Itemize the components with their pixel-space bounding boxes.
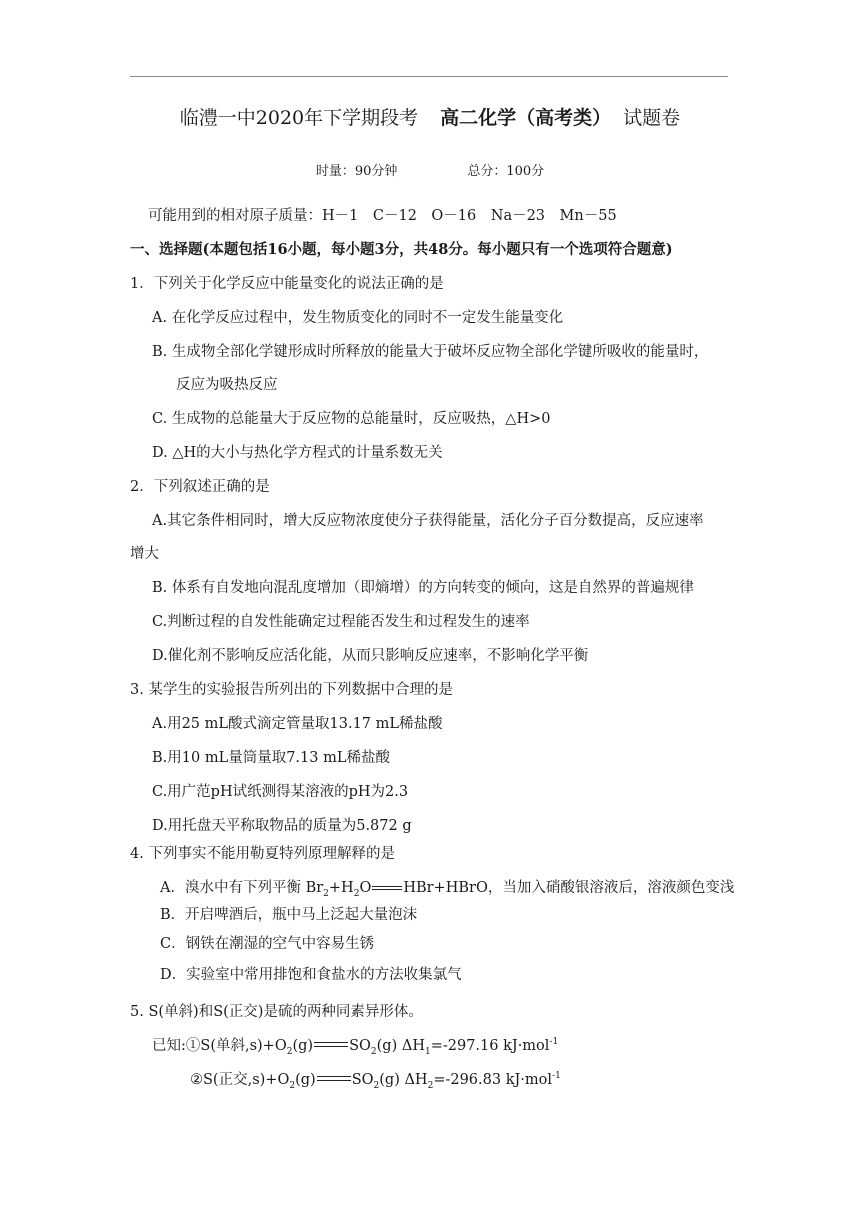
q3-option-d: D.用托盘天平称取物品的质量为5.872 g <box>152 818 412 834</box>
q2-option-a: A.其它条件相同时，增大反应物浓度使分子获得能量，活化分子百分数提高，反应速率 <box>152 513 704 529</box>
title-subject: 高二化学（高考类） <box>440 107 612 129</box>
q3-option-c: C.用广范pH试纸测得某溶液的pH为2.3 <box>152 784 409 800</box>
equilibrium-arrow-icon <box>372 886 402 891</box>
q3-stem: 3. 某学生的实验报告所列出的下列数据中合理的是 <box>130 682 453 698</box>
q2-option-d: D.催化剂不影响反应活化能，从而只影响反应速率，不影响化学平衡 <box>152 648 589 664</box>
q2-option-c: C.判断过程的自发性能确定过程能否发生和过程发生的速率 <box>152 614 530 630</box>
header-rule <box>130 76 728 77</box>
title-suffix: 试题卷 <box>623 107 681 129</box>
q1-option-b: B. 生成物全部化学键形成时所释放的能量大于破坏反应物全部化学键所吸收的能量时， <box>152 344 709 360</box>
q4-option-b: B．开启啤酒后，瓶中马上泛起大量泡沫 <box>160 907 418 923</box>
q1-option-a: A. 在化学反应过程中，发生物质变化的同时不一定发生能量变化 <box>152 310 564 326</box>
q4-stem: 4. 下列事实不能用勒夏特列原理解释的是 <box>130 846 395 862</box>
q2-option-a-cont: 增大 <box>130 546 159 562</box>
q1-option-c: C. 生成物的总能量大于反应物的总能量时，反应吸热，△H>0 <box>152 411 551 427</box>
q4-option-c: C．钢铁在潮湿的空气中容易生锈 <box>160 936 375 952</box>
q5-equation-2: ②S(正交$,s)+O_2(g)$ $SO_2(g)$ $\Delta H_2=-296.83$ kJ·mol$^{-1}$ <box>190 1071 561 1091</box>
q4-option-d: D．实验室中常用排饱和食盐水的方法收集氯气 <box>160 967 462 983</box>
time-limit: 时量：90分钟 <box>315 164 398 179</box>
equals-sign-icon <box>317 1076 351 1084</box>
equals-sign-icon <box>314 1042 348 1050</box>
q3-option-b: B.用10 mL量筒量取7.13 mL稀盐酸 <box>152 750 390 766</box>
total-score: 总分：100分 <box>467 164 545 179</box>
q5-stem: 5. S(单斜)和S(正交)是硫的两种同素异形体。 <box>130 1004 423 1020</box>
atomic-masses: 可能用到的相对原子质量：H－1 C－12 O－16 Na－23 Mn－55 <box>148 208 617 224</box>
exam-title <box>0 106 860 130</box>
q2-option-b: B. 体系有自发地向混乱度增加（即熵增）的方向转变的倾向，这是自然界的普遍规律 <box>152 580 694 596</box>
section-heading: 一、选择题(本题包括16小题，每小题3分，共48分。每小题只有一个选项符合题意) <box>130 241 673 258</box>
q1-stem: 1．下列关于化学反应中能量变化的说法正确的是 <box>130 276 444 292</box>
title-school: 临澧一中2020年下学期段考 <box>179 107 419 129</box>
q5-equation-1: 已知:①S(单斜$,s)+O_2(g)$ $SO_2(g)$ $\Delta H_1=-297.16$ kJ·mol$^{-1}$ <box>152 1037 559 1057</box>
q4-option-a: A．溴水中有下列平衡 $Br_2+H_2O$ HBr+HBrO，当加入硝酸银溶液后，溶液颜色变浅 <box>160 880 735 899</box>
q3-option-a: A.用25 mL酸式滴定管量取13.17 mL稀盐酸 <box>152 716 443 732</box>
q1-option-b-cont: 反应为吸热反应 <box>176 377 278 393</box>
exam-meta <box>0 162 860 182</box>
q2-stem: 2．下列叙述正确的是 <box>130 479 270 495</box>
q1-option-d: D. △H的大小与热化学方程式的计量系数无关 <box>152 445 443 461</box>
